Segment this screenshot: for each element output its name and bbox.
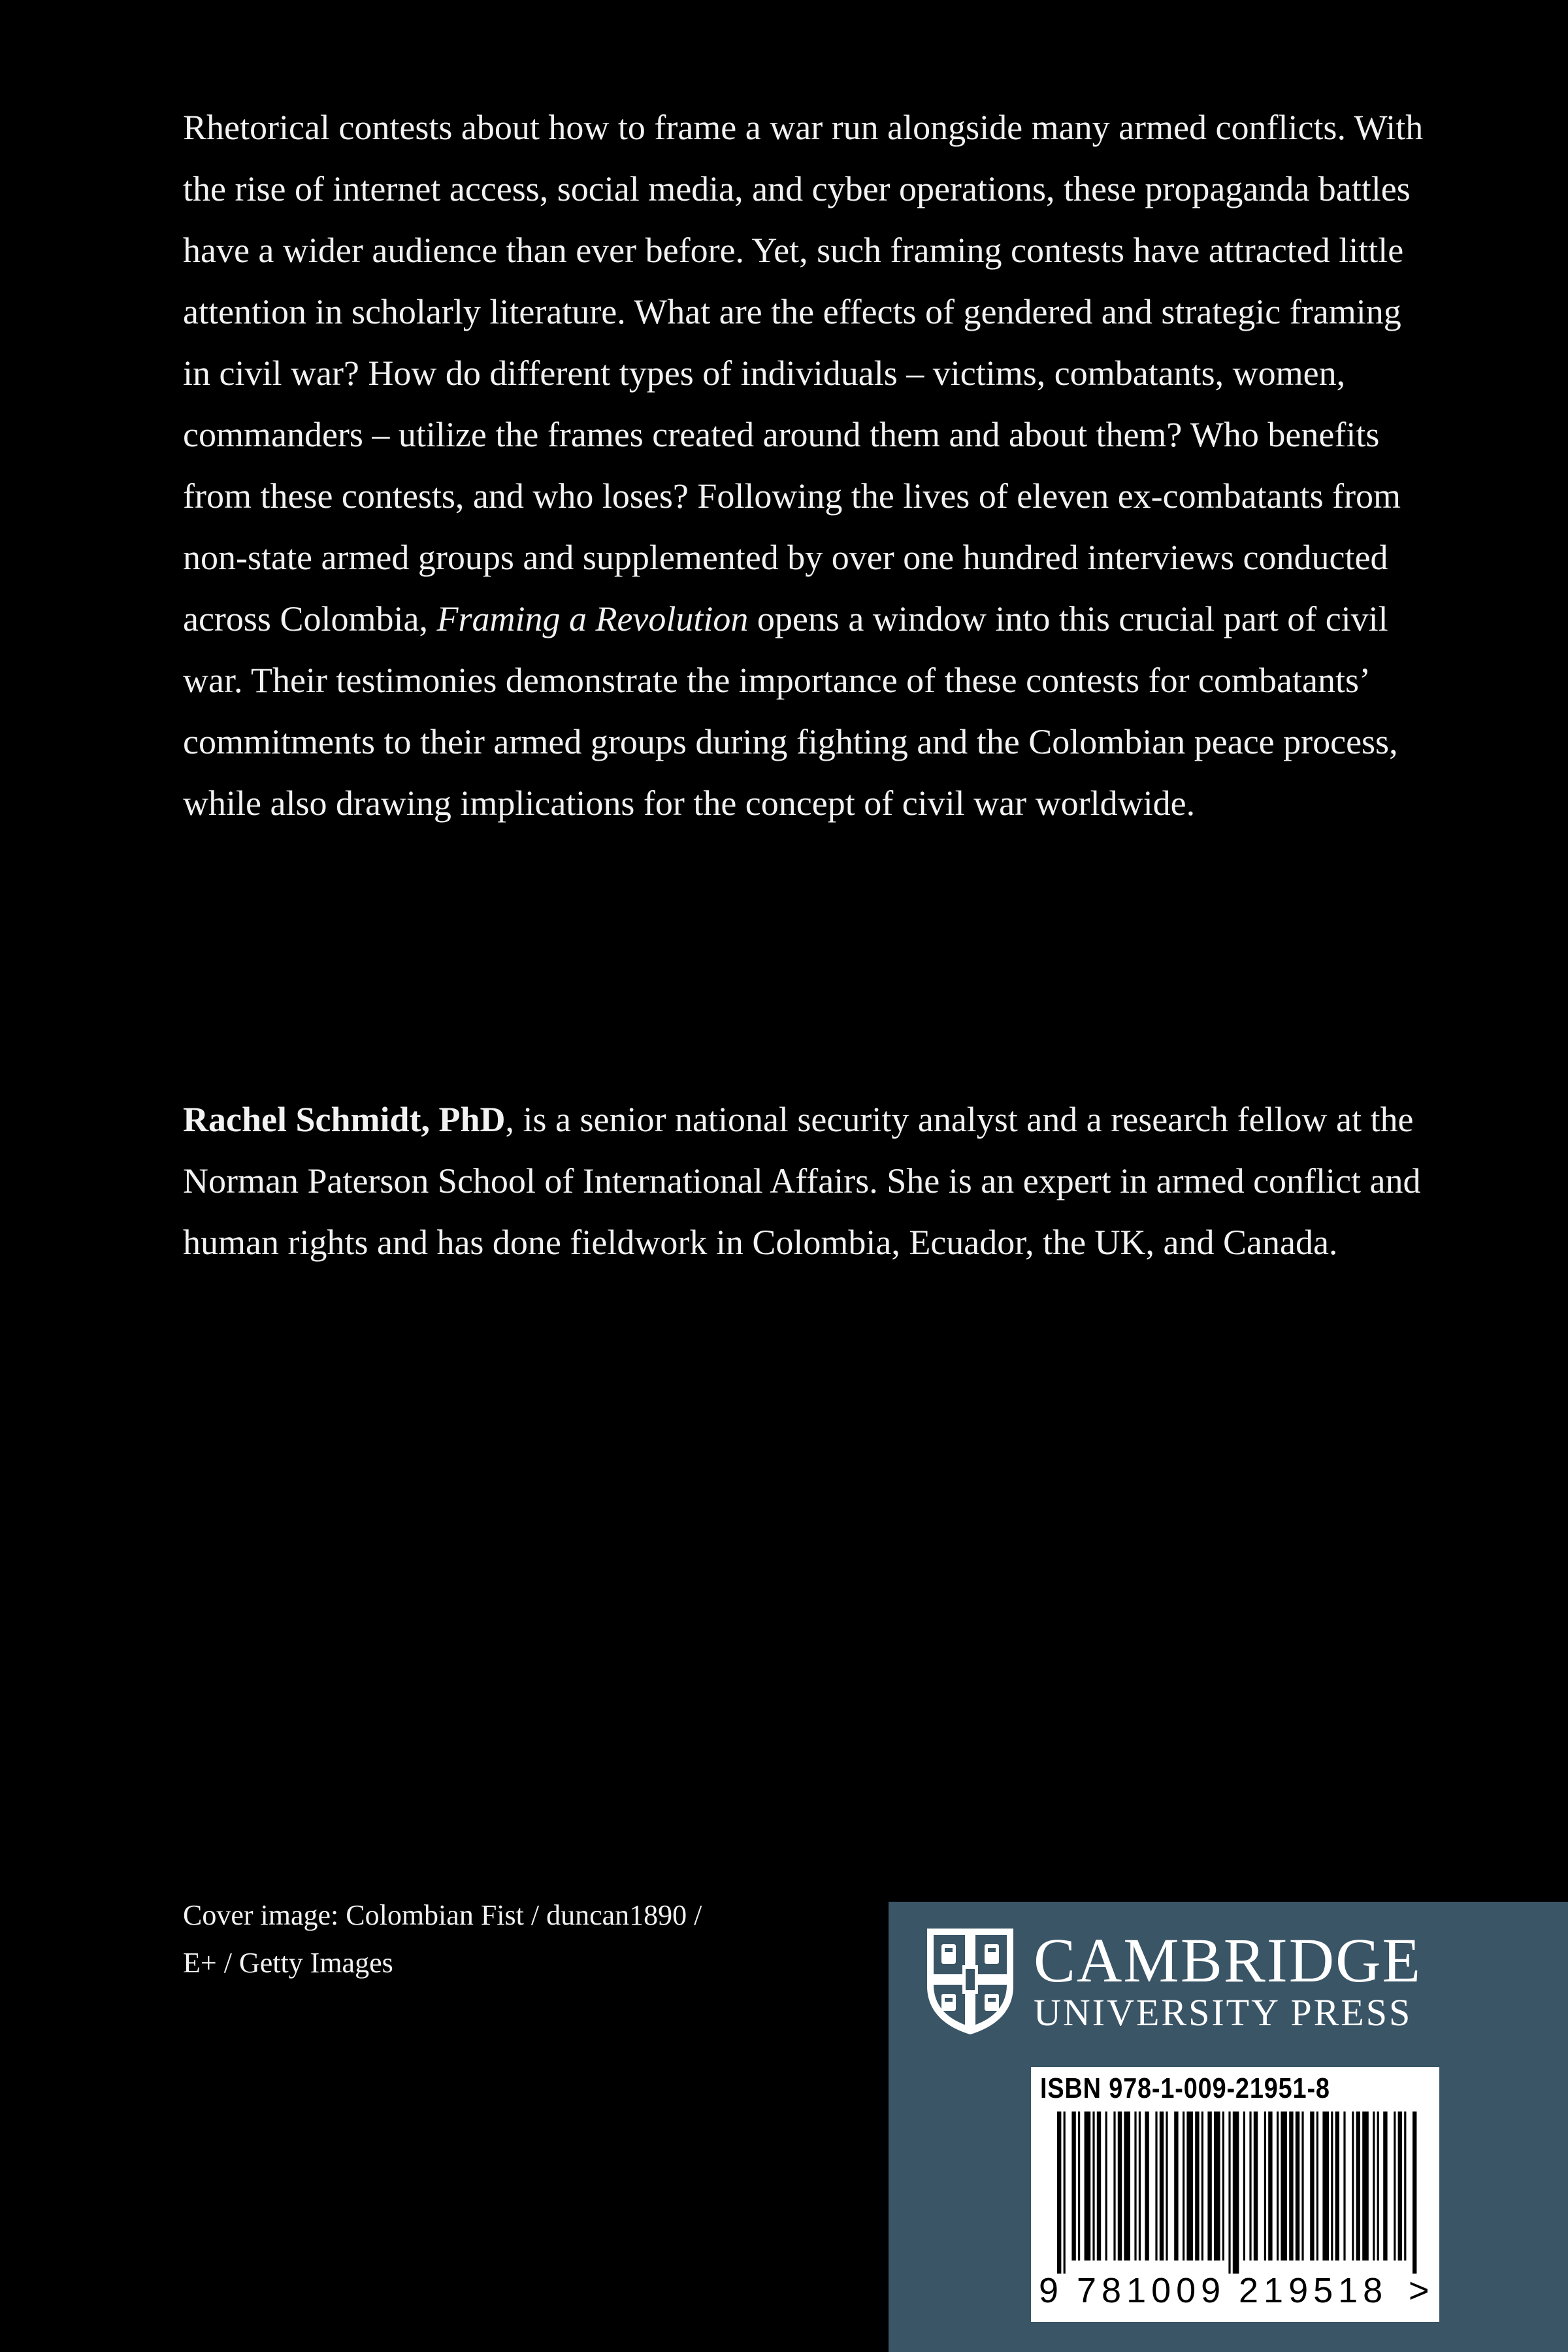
barcode-bar (1113, 2112, 1115, 2261)
barcode-bar (1186, 2112, 1193, 2261)
barcode-bar (1195, 2112, 1199, 2261)
barcode-bar (1092, 2112, 1094, 2261)
book-title-italic: Framing a Revolution (436, 599, 749, 638)
barcode-bar (1377, 2112, 1379, 2261)
barcode-bar (1281, 2112, 1287, 2261)
barcode-bar (1155, 2112, 1157, 2261)
barcode-bar (1398, 2112, 1402, 2261)
barcode-bar (1249, 2112, 1251, 2261)
barcode-bar (1301, 2112, 1303, 2261)
barcode-bar (1174, 2112, 1178, 2261)
barcode-bar (1316, 2112, 1318, 2261)
barcode-bar (1078, 2112, 1080, 2261)
author-bio (183, 1089, 1424, 1273)
barcode-bar (1105, 2112, 1107, 2261)
barcode-bar (1222, 2112, 1224, 2261)
barcode-bar (1413, 2112, 1416, 2274)
barcode-bar (1118, 2112, 1122, 2261)
barcode-bar (1352, 2112, 1354, 2261)
barcode-bar (1183, 2112, 1184, 2261)
barcode-bar (1289, 2112, 1293, 2261)
barcode-bar (1277, 2112, 1279, 2261)
barcode-bar (1201, 2112, 1203, 2261)
university-crest-icon (924, 1926, 1016, 2036)
barcode-bar (1264, 2112, 1266, 2261)
cover-image-credit (183, 1891, 836, 1987)
barcode-bar (1383, 2112, 1387, 2261)
barcode-bar (1331, 2112, 1333, 2261)
barcode-bar (1214, 2112, 1220, 2261)
barcode-bar (1160, 2112, 1164, 2261)
barcode-bar (1394, 2112, 1396, 2261)
barcode-bar (1343, 2112, 1345, 2261)
barcode-bar (1233, 2112, 1239, 2274)
barcode-bar (1139, 2112, 1141, 2261)
barcode-bar (1057, 2112, 1061, 2274)
barcode-bar (1097, 2112, 1101, 2261)
barcode-bar (1207, 2112, 1211, 2261)
barcode-bar (1296, 2112, 1299, 2261)
barcode-bar (1362, 2112, 1369, 2261)
barcode-bar (1404, 2112, 1406, 2261)
publisher-name: CAMBRIDGE (1034, 1925, 1422, 1995)
barcode-bar (1071, 2112, 1075, 2261)
isbn-barcode (1031, 2067, 1439, 2322)
barcode-bar (1254, 2112, 1258, 2261)
publisher-panel (889, 1902, 1568, 2352)
description-paragraph (183, 97, 1424, 834)
barcode-bar (1145, 2112, 1149, 2261)
isbn-label: ISBN 978-1-009-21951-8 (1040, 2072, 1330, 2104)
barcode-bar (1322, 2112, 1329, 2261)
barcode-bar (1085, 2112, 1091, 2261)
barcode-bar (1268, 2112, 1272, 2261)
credit-line-2: E+ / Getty Images (183, 1947, 393, 1979)
barcode-bar (1243, 2112, 1245, 2261)
barcode-bar (1064, 2112, 1066, 2274)
barcode-bar (1124, 2112, 1130, 2261)
barcode-bar (1134, 2112, 1136, 2261)
book-description (183, 97, 1424, 834)
barcode-bar (1166, 2112, 1168, 2261)
barcode-end-mark: > (1409, 2271, 1429, 2308)
author-bio-text: , is a senior national security analyst and a research fellow at the Norman Paterson School of International Affairs. She is an expert in armed conflict and human rights and has done fieldwork in Colombia, Ecuador, the UK, and Canada. (183, 1100, 1421, 1262)
description-text-part2: opens a window into this crucial part of civil war. Their testimonies demonstrate the importance of these contests for combatants’ commitments to their armed groups during fighting and the Colombian peace process, while also drawing implications for the concept of civil war worldwide. (183, 599, 1398, 823)
barcode-digits-right: 219518 (1239, 2271, 1388, 2308)
barcode-bars (1031, 2112, 1439, 2308)
barcode-bar (1310, 2112, 1314, 2261)
author-bio-paragraph (183, 1089, 1424, 1273)
description-text-part1: Rhetorical contests about how to frame a war run alongside many armed conflicts. With the rise of internet access, social media, and cyber operations, these propaganda battles have a wider audience than ever before. Yet, such framing contests have attracted little attention in scholarly literature. What are the effects of gendered and strategic framing in civil war? How do different types of individuals – victims, combatants, women, commanders – utilize the frames created around them and about them? Who benefits from these contests, and who loses? Following the lives of eleven ex-combatants from non-state armed groups and supplemented by over one hundred interviews conducted across Colombia, (183, 108, 1424, 638)
barcode-digit-lead: 9 (1039, 2271, 1059, 2308)
publisher-subname: UNIVERSITY PRESS (1034, 1991, 1413, 2034)
barcode-bar (1228, 2112, 1230, 2274)
author-name: Rachel Schmidt, PhD (183, 1100, 506, 1139)
barcode-bar (1356, 2112, 1360, 2261)
barcode-bar (1335, 2112, 1339, 2261)
credit-line-1: Cover image: Colombian Fist / duncan1890 / (183, 1899, 702, 1931)
barcode-digits-left: 781009 (1077, 2271, 1226, 2308)
barcode-bar (1373, 2112, 1375, 2261)
